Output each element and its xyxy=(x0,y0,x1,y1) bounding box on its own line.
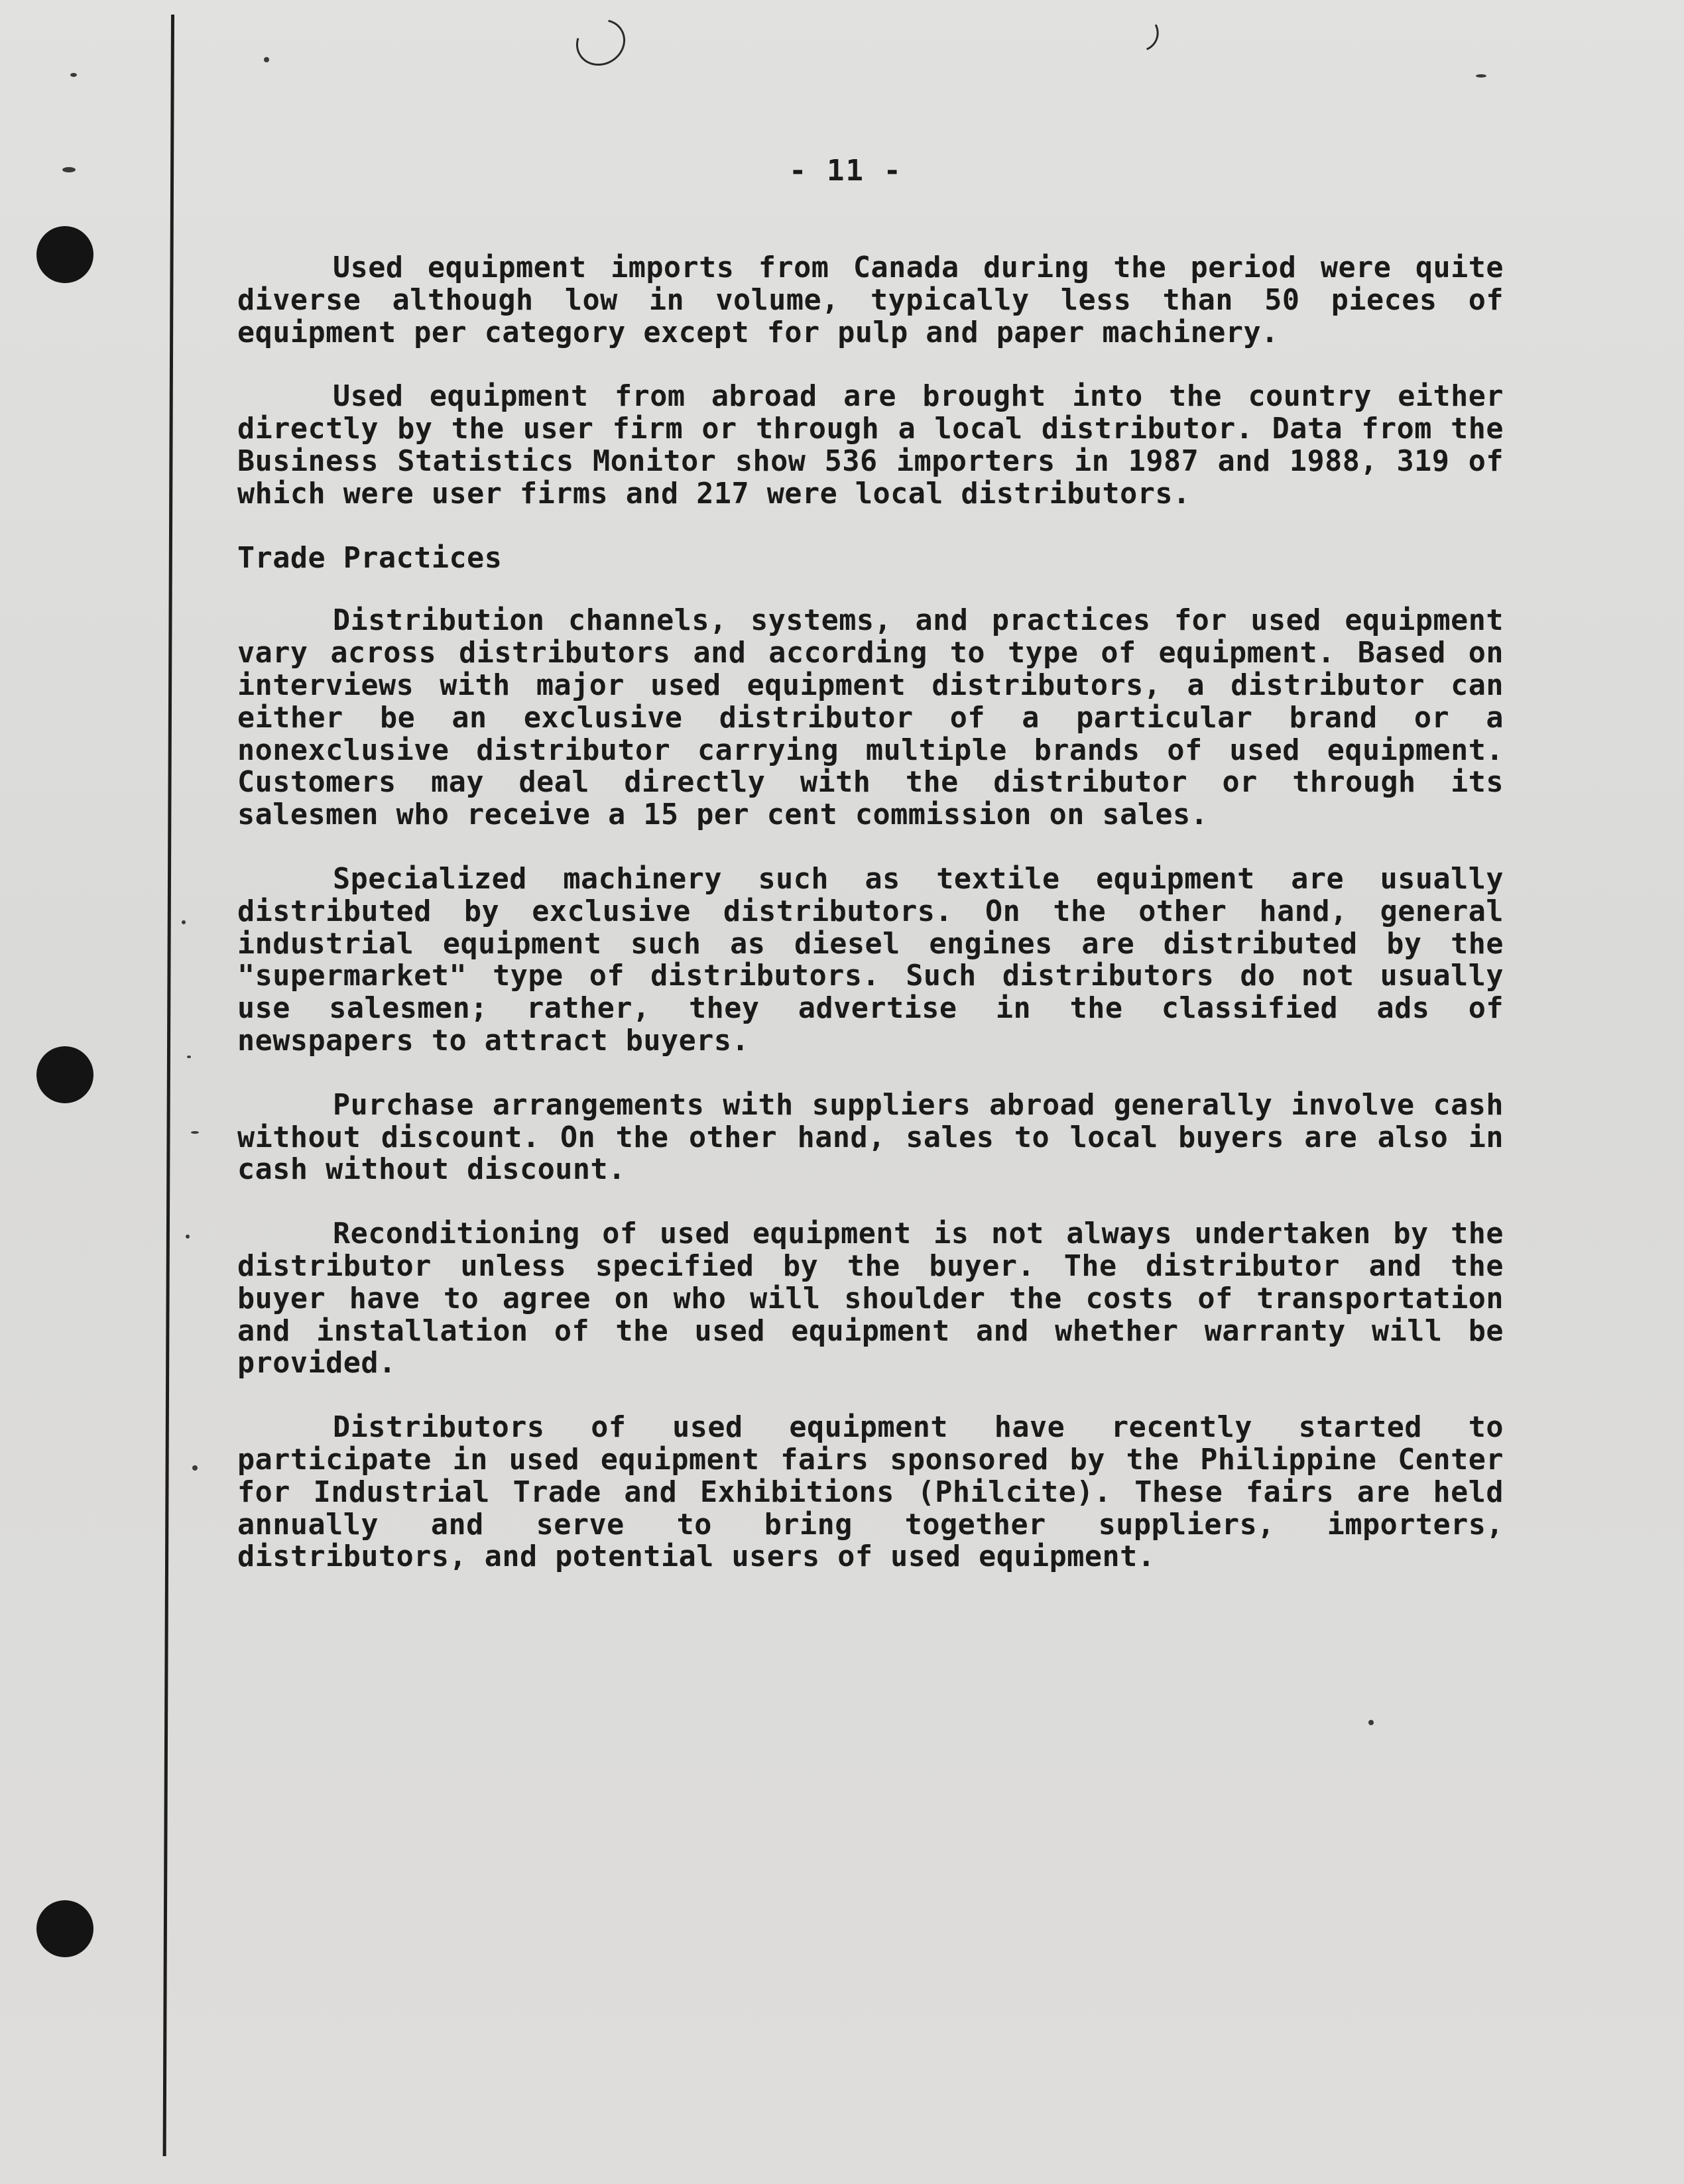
page-number: - 11 - xyxy=(789,154,902,188)
paragraph-canada-imports: Used equipment imports from Canada during the period were quite diverse although low in volume, typically less than 50 pieces of equipment per category except for pulp and paper machinery. xyxy=(237,251,1504,349)
binder-ring-mark-left xyxy=(568,11,634,75)
scan-speck xyxy=(62,167,76,172)
punch-hole-top xyxy=(36,226,93,283)
paragraph-equipment-fairs: Distributors of used equipment have recently started to participate in used equipment fairs sponsored by the Philippine Center for Industrial Trade and Exhibitions (Philcite). These fairs are held annually and serve to bring together suppliers, importers, distributors, and potential users of used equipment. xyxy=(237,1411,1504,1574)
scan-speck xyxy=(1476,74,1486,78)
paragraph-specialized-machinery: Specialized machinery such as textile equipment are usually distributed by exclusive distributors. On the other hand, general industrial equipment such as diesel engines are distributed by the "supermarket" type of distributors. Such distributors do not usually use salesmen; rather, they advertise in the classified ads of newspapers to attract buyers. xyxy=(237,862,1504,1058)
punch-hole-bottom xyxy=(36,1900,93,1957)
scan-speck xyxy=(187,1056,191,1058)
scan-speck xyxy=(192,1465,198,1471)
paragraph-reconditioning: Reconditioning of used equipment is not always undertaken by the distributor unless specified by the buyer. The distributor and the buyer have to agree on who will shoulder the costs of transportation and installation of the used equipment and whether warranty will be provided. xyxy=(237,1217,1504,1380)
margin-rule xyxy=(163,15,174,2156)
scan-speck xyxy=(182,920,186,924)
paragraph-purchase-arrangements: Purchase arrangements with suppliers abroad generally involve cash without discount. On the other hand, sales to local buyers are also in cash without discount. xyxy=(237,1088,1504,1187)
binder-ring-mark-right xyxy=(1110,6,1165,58)
body-text xyxy=(237,252,1504,1605)
scan-speck xyxy=(1368,1720,1374,1725)
paragraph-importers: Used equipment from abroad are brought into the country either directly by the user firm or through a local distributor. Data from the Business Statistics Monitor show 536 importers in 1987 and 1988, 319 of which were user firms and 217 were local distributors. xyxy=(237,380,1504,511)
scan-speck xyxy=(70,73,77,77)
scan-speck xyxy=(264,57,269,62)
punch-hole-middle xyxy=(36,1046,93,1103)
scan-speck xyxy=(191,1131,199,1134)
paragraph-distribution-channels: Distribution channels, systems, and practices for used equipment vary across distributors and according to type of equipment. Based on interviews with major used equipment distributors, a distributor can either be an exclusive distributor of a particular brand or a nonexclusive distributor carrying multiple brands of used equipment. Customers may deal directly with the distributor or through its salesmen who receive a 15 per cent commission on sales. xyxy=(237,604,1504,832)
scan-speck xyxy=(186,1235,190,1239)
section-heading: Trade Practices xyxy=(237,541,503,575)
